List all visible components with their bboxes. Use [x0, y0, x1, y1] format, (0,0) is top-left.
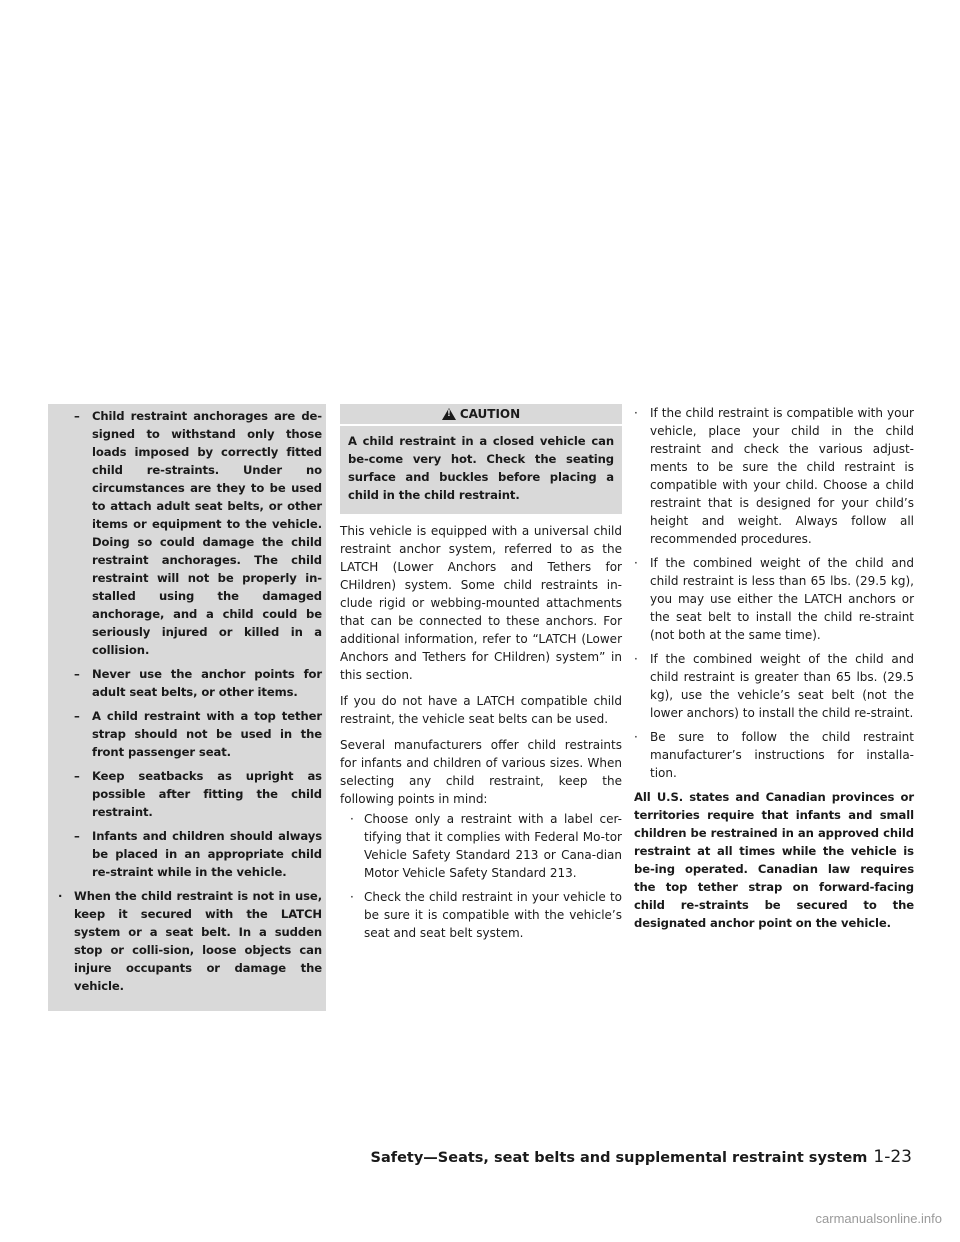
- list-item: [634, 554, 914, 644]
- warning-text: Keep seatbacks as upright as possible after fitting the child restraint.: [92, 769, 322, 819]
- list-item-text: Check the child restraint in your vehicle to be sure it is compatible with the vehicle’s seat and seat belt system.: [364, 890, 622, 940]
- dash-mark: –: [74, 769, 80, 783]
- warning-dash-item: [52, 407, 322, 659]
- list-item: [340, 888, 622, 942]
- caution-header: [340, 404, 622, 426]
- page-footer: [300, 1148, 912, 1167]
- list-item: [634, 650, 914, 722]
- bullet-mark: ·: [634, 556, 638, 570]
- dash-mark: –: [74, 829, 80, 843]
- caution-title: CAUTION: [459, 407, 521, 421]
- dash-mark: –: [74, 409, 80, 423]
- legal-requirement-paragraph: All U.S. states and Canadian provinces or territories require that infants and small children be restrained in an approved child restraint at all times while the vehicle is be-ing operated. Canadian law requires the top tether strap on forward-facing child re-straints be secured to the designated anchor point on the vehicle.: [634, 790, 914, 930]
- bullet-mark: ·: [350, 890, 354, 904]
- warning-text: A child restraint with a top tether strap should not be used in the front passenger seat.: [92, 709, 322, 759]
- warning-dash-item: [52, 665, 322, 701]
- bullet-mark: ·: [58, 889, 63, 903]
- bullet-mark: ·: [634, 730, 638, 744]
- warning-continuation-column: [48, 404, 326, 1011]
- body-paragraph: This vehicle is equipped with a universal child restraint anchor system, referred to as the LATCH (Lower Anchors and Tethers for CHildren) system. Some child restraints in-clude rigid or webbing-mounted attachments that can be connected to these anchors. For additional information, refer to “LATCH (Lower Anchors and Tethers for CHildren) system” in this section.: [340, 524, 622, 682]
- list-item: [340, 810, 622, 882]
- list-item-text: Choose only a restraint with a label cer-tifying that it complies with Federal Mo-tor Vehicle Safety Standard 213 or Cana-dian Motor Vehicle Safety Standard 213.: [364, 812, 622, 880]
- body-paragraph: If you do not have a LATCH compatible child restraint, the vehicle seat belts can be used.: [340, 694, 622, 726]
- warning-dash-item: [52, 827, 322, 881]
- watermark: carmanualsonline.info: [815, 1211, 942, 1226]
- caution-body: A child restraint in a closed vehicle can be-come very hot. Check the seating surface and buckles before placing a child in the child restraint.: [340, 426, 622, 514]
- list-item-text: Be sure to follow the child restraint manufacturer’s instructions for installa-tion.: [650, 730, 914, 780]
- warning-triangle-icon: [442, 408, 456, 420]
- dash-mark: –: [74, 709, 80, 723]
- page-number: 1-23: [873, 1147, 912, 1167]
- list-item-text: If the child restraint is compatible with your vehicle, place your child in the child restraint and check the various adjust-ments to be sure the child restraint is compatible with your child. Choose a child restraint that is designed for your child’s height and weight. Always follow all recommended procedures.: [650, 406, 914, 546]
- list-item: [634, 728, 914, 782]
- list-item: [634, 404, 914, 548]
- dash-mark: –: [74, 667, 80, 681]
- warning-dash-item: [52, 707, 322, 761]
- body-paragraph: Several manufacturers offer child restraints for infants and children of various sizes. When selecting any child restraint, keep the following points in mind:: [340, 738, 622, 806]
- warning-text: Child restraint anchorages are de-signed to withstand only those loads imposed by correctly fitted child re-straints. Under no circumstances are they to be used to attach adult seat belts, or other items or equipment to the vehicle. Doing so could damage the child restraint anchorages. The child restraint will not be properly in-stalled using the damaged anchorage, and a child could be seriously injured or killed in a collision.: [92, 409, 322, 657]
- bullet-mark: ·: [350, 812, 354, 826]
- warning-box: [48, 404, 326, 1011]
- warning-text: Never use the anchor points for adult seat belts, or other items.: [92, 667, 322, 699]
- warning-text: Infants and children should always be placed in an appropriate child re-straint while in the vehicle.: [92, 829, 322, 879]
- bullet-mark: ·: [634, 652, 638, 666]
- right-column: [634, 404, 914, 932]
- bullet-mark: ·: [634, 406, 638, 420]
- section-title: Safety—Seats, seat belts and supplemental restraint system: [370, 1150, 868, 1166]
- list-item-text: If the combined weight of the child and child restraint is less than 65 lbs. (29.5 kg), you may use either the LATCH anchors or the seat belt to install the child re-straint (not both at the same time).: [650, 556, 914, 642]
- warning-dash-item: [52, 767, 322, 821]
- warning-text: When the child restraint is not in use, keep it secured with the LATCH system or a seat belt. In a sudden stop or colli-sion, loose objects can injure occupants or damage the vehicle.: [74, 889, 322, 993]
- list-item-text: If the combined weight of the child and child restraint is greater than 65 lbs. (29.5 kg), use the vehicle’s seat belt (not the lower anchors) to install the child re-straint.: [650, 652, 914, 720]
- warning-bullet-item: [52, 887, 322, 995]
- middle-column: [340, 404, 622, 948]
